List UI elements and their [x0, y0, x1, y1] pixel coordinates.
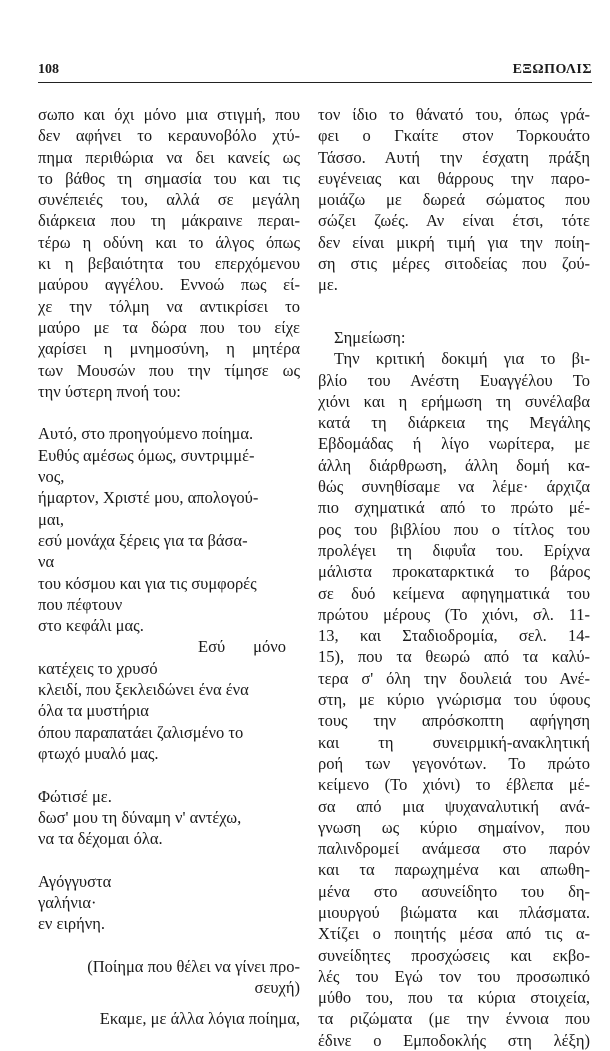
text-line: ευγένειας και θάρρους την παρο- [318, 168, 590, 188]
note-heading: Σημείωση: [334, 327, 406, 347]
text-line: ρος του βιβλίου που ο τίτλος του [318, 519, 590, 539]
poem-line: όλα τα μυστήρια [38, 701, 149, 721]
poem-line: που πέφτουν [38, 594, 123, 614]
poem-line: νος, [38, 467, 65, 487]
spacer [318, 317, 590, 327]
page-header [38, 62, 592, 82]
left-column [38, 104, 300, 1030]
text-line: φει ο Γκαίτε στον Τορκουάτο [318, 126, 590, 146]
text-line: στη, με κύριο γνώρισμα του ύφους [318, 690, 590, 710]
text-line: μαύρου αγγέλου. Εννοώ πως εί- [38, 275, 300, 295]
text-line: ση στις μέρες σιτοδείας που ζού- [318, 254, 590, 274]
text-line: δεν αφήνει το κεραυνοβόλο χτύ- [38, 126, 300, 146]
poem-line: εν ειρήνη. [38, 914, 105, 934]
text-line: την ύστερη πνοή του: [38, 381, 181, 401]
poem-line: εσύ μονάχα ξέρεις για τα βάσα- [38, 530, 248, 550]
text-line: μύθο του, που τα κύρια στοιχεία, [318, 988, 590, 1008]
poem-line: όπου παραπατάει ζαλισμένο το [38, 722, 244, 742]
poem-line: φτωχό μυαλό μας. [38, 743, 159, 763]
poem-line: Αγόγγυστα [38, 871, 112, 891]
text-line: Τάσσο. Αυτή την έσχατη πράξη [318, 147, 590, 167]
text-line: σωπο και όχι μόνο μια στιγμή, που [38, 105, 300, 124]
text-line: τερα σ' όλη την δουλειά του Ανέ- [318, 668, 590, 688]
spacer [38, 998, 300, 1008]
text-line: Χτίζει ο ποιητής μέσα από τις α- [318, 924, 590, 944]
poem-stanza [38, 786, 300, 850]
poem-word: μόνο [253, 637, 286, 657]
poem-stanza [38, 871, 300, 935]
text-line: παλινδρομεί ανάμεσα στο παρόν [318, 839, 590, 859]
text-line: γνωση ως κύριο σημαίνον, που [318, 817, 590, 837]
poem-line: μαι, [38, 509, 65, 529]
text-line: 13, και Σταδιοδρομία, σελ. 14- [318, 626, 590, 646]
text-line: χιόνι και η ερήμωση τη συνέλαβα [318, 391, 590, 411]
poem-line: Ευθύς αμέσως όμως, συντριμμέ- [38, 445, 255, 465]
spacer [38, 849, 300, 870]
text-line: τα ριζώματα (με την έννοια που [318, 1009, 590, 1029]
text-line: πημα περιθώρια να δει κανείς ως [38, 147, 300, 167]
poem-line: στο κεφάλι μας. [38, 616, 144, 636]
spacer [38, 402, 300, 423]
text-line: κι η βεβαιότητα του επερχόμενου [38, 254, 300, 274]
text-line: άλλη διάρθρωση, άλλη δομή κα- [318, 455, 590, 475]
text-line: συνείδητες προσχώσεις και εκβο- [318, 945, 590, 965]
poem-note-line: (Ποίημα που θέλει να γίνει προ- [87, 956, 300, 976]
poem-line: γαλήνια· [38, 892, 97, 912]
text-line: Εβδομάδας ή λίγο νωρίτερα, με [318, 434, 590, 454]
running-title: ΕΞΩΠΟΛΙΣ [512, 62, 592, 77]
text-line: προλέγει τη διφυΐα του. Ερίχνα [318, 540, 590, 560]
text-line: λές του Εγώ τον του προσωπικό [318, 966, 590, 986]
text-line: σε δυό κείμενα αφηγηματικά του [318, 583, 590, 603]
right-column [318, 104, 590, 1051]
poem-line: Αυτό, στο προηγούμενο ποίημα. [38, 424, 254, 444]
poem-line: να τα δέχομαι όλα. [38, 829, 163, 849]
text-line: μιουργού βιώματα και πλάσματα. [318, 902, 590, 922]
text-line: χε την τόλμη να αντικρίσει το [38, 296, 300, 316]
text-line: τους την απρόσκοπτη αφήγηση [318, 711, 590, 731]
right-prose [318, 104, 590, 296]
text-line: τον ίδιο το θάνατό του, όπως γρά- [318, 105, 590, 124]
left-prose [38, 104, 300, 402]
closing-line: Εκαμε, με άλλα λόγια ποίημα, [99, 1009, 300, 1029]
poem-word: Εσύ [198, 637, 226, 657]
note-body [318, 348, 590, 1051]
poem-note [38, 956, 300, 999]
text-line: χαρίσει η μνημοσύνη, η μητέρα [38, 339, 300, 359]
poem-stanza [38, 423, 300, 764]
poem-line: Φώτισέ με. [38, 786, 112, 806]
text-line: των Μουσών που την τίμησε ως [38, 360, 300, 380]
text-line: κατά τη διάρκεια της Μεγάλης [318, 413, 590, 433]
text-line: το βάθος τη σημασία του και τις [38, 168, 300, 188]
text-line: 15), που τα θεωρώ από τα καλύ- [318, 647, 590, 667]
text-line: σώζει ζωές. Αν είναι έτσι, τότε [318, 211, 590, 231]
spacer [318, 296, 590, 317]
poem-line: του κόσμου και για τις συμφορές [38, 573, 257, 593]
text-line: και τη συνειρμική-ανακλητική [318, 732, 590, 752]
text-line: διάρκεια που τη μάκραινε περαι- [38, 211, 300, 231]
text-line: μαύρο με τα δώρα που του είχε [38, 317, 300, 337]
text-line: μάλιστα προκαταρκτικά το βάρος [318, 562, 590, 582]
text-line: πρώτου μέρους (Το χιόνι, σλ. 11- [318, 604, 590, 624]
spacer [38, 935, 300, 956]
poem-line: κλειδί, που ξεκλειδώνει ένα ένα [38, 680, 249, 700]
poem-line: δωσ' μου τη δύναμη ν' αντέχω, [38, 807, 242, 827]
text-line: σα από μια ψυχαναλυτική ανά- [318, 796, 590, 816]
poem-line: ήμαρτον, Χριστέ μου, απολογού- [38, 488, 259, 508]
text-line: θώς συνηθίσαμε να λέμε· άρχιζα [318, 477, 590, 497]
text-line: Την κριτική δοκιμή για το βι- [334, 349, 590, 369]
text-line: με. [318, 275, 338, 295]
poem-line: κατέχεις το χρυσό [38, 658, 158, 678]
header-rule [38, 82, 592, 83]
text-line: έδινε ο Εμποδοκλής στη λέξη) [318, 1030, 590, 1050]
text-line: συνέπειές του, αλλά σε μεγάλη [38, 190, 300, 210]
poem-note-line: σευχή) [254, 978, 300, 998]
text-line: μοιάζω με δωρεά σώματος που [318, 190, 590, 210]
text-line: δεν είναι μικρή τιμή για την ποίη- [318, 232, 590, 252]
text-line: βλίο του Ανέστη Ευαγγέλου Το [318, 370, 590, 390]
text-line: πιο σχηματικά από το πρώτο μέ- [318, 498, 590, 518]
text-line: τέρω η οδύνη και το άλγος όπως [38, 232, 300, 252]
poem-line [38, 636, 300, 657]
spacer [38, 764, 300, 785]
text-line: μένα στο ασυνείδητο του δη- [318, 881, 590, 901]
text-line: κείμενο (Το χιόνι) το έβλεπα μέ- [318, 775, 590, 795]
page-number: 108 [38, 62, 59, 77]
text-line: και τα παρωχημένα και απωθη- [318, 860, 590, 880]
text-line: ροή των γεγονότων. Το πρώτο [318, 753, 590, 773]
poem-line: να [38, 552, 55, 572]
